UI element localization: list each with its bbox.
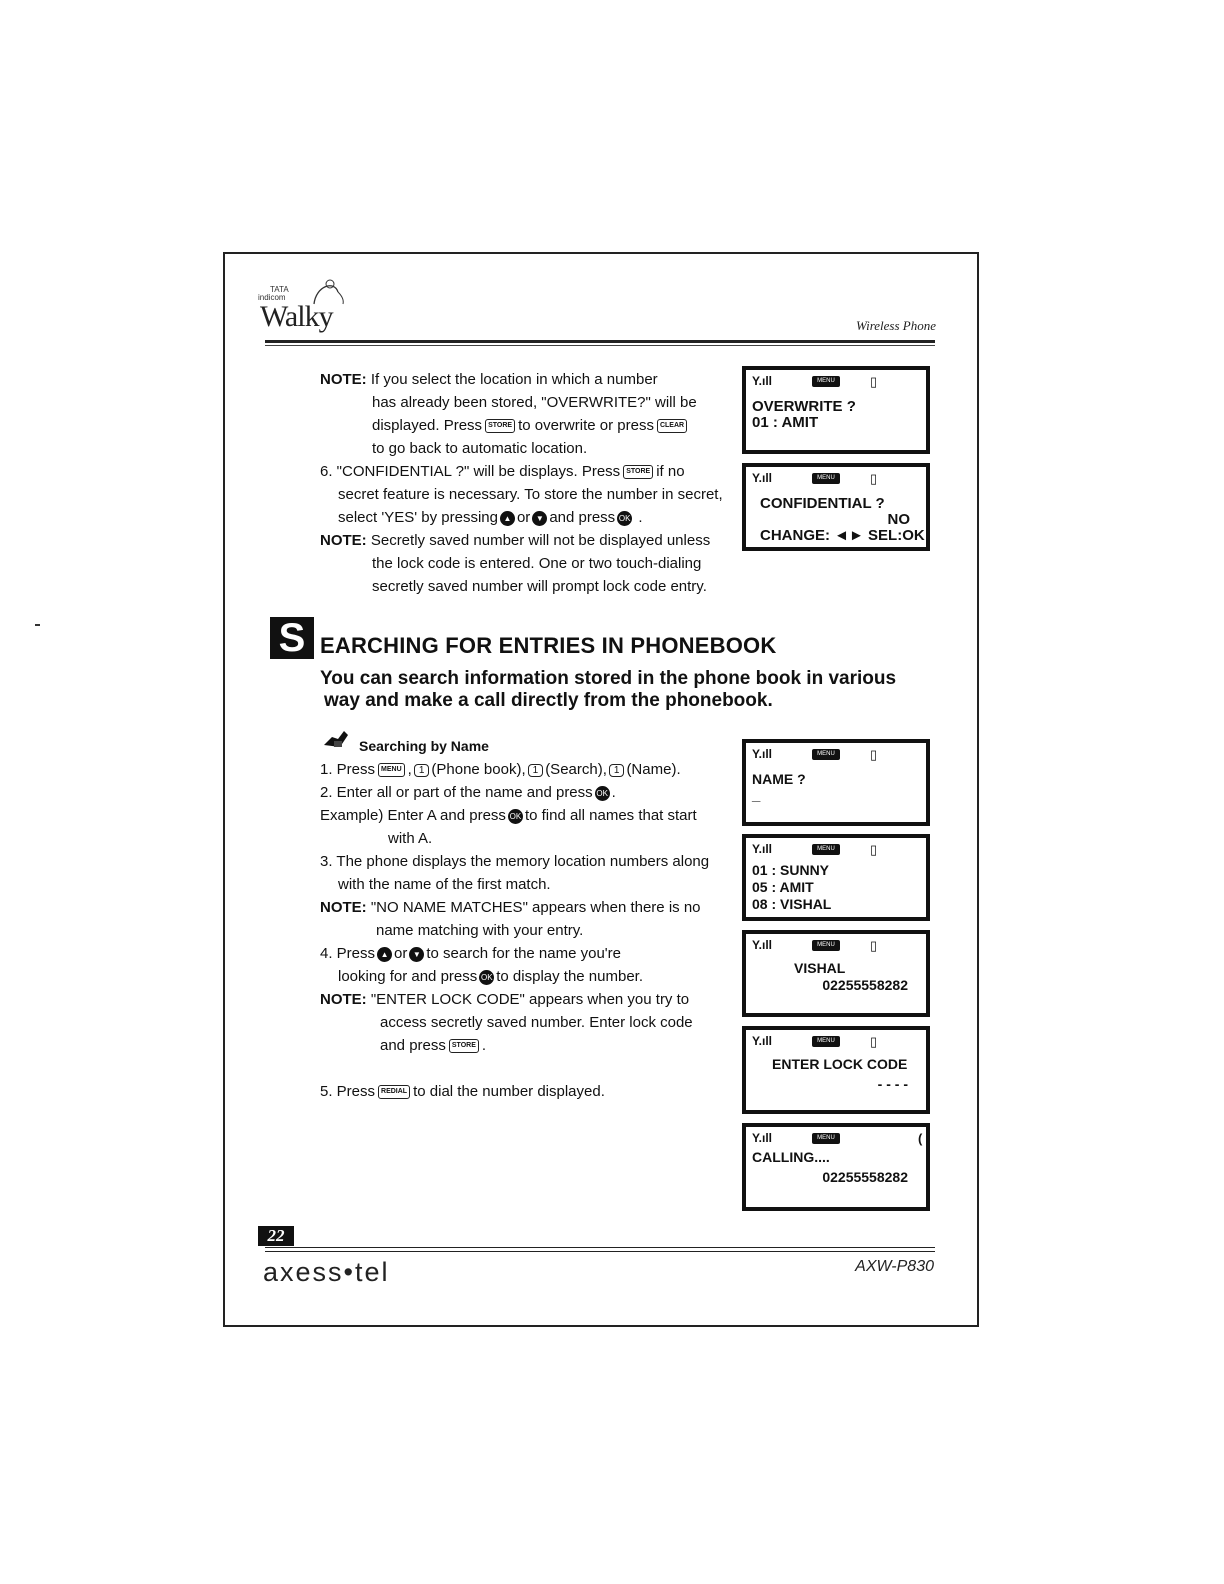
section-subtitle-line1: You can search information stored in the phone book in various bbox=[320, 668, 897, 689]
phonebook-icon: ▯ bbox=[870, 747, 878, 762]
menu-icon: MENU bbox=[812, 749, 840, 760]
note-nomatch-line2: name matching with your entry. bbox=[376, 922, 584, 939]
phonebook-icon: ▯ bbox=[870, 471, 878, 486]
lcd-line: 01 : SUNNY bbox=[752, 862, 830, 878]
note-overwrite-line4: to go back to automatic location. bbox=[372, 440, 588, 457]
lcd-line: CHANGE: ◄► SEL:OK bbox=[760, 527, 925, 544]
search-step1: 1. Press MENU , 1 (Phone book), 1 (Search), 1 (Name). bbox=[320, 761, 681, 778]
signal-icon: Y.ıll bbox=[752, 471, 773, 485]
lcd-screen-name bbox=[742, 739, 930, 826]
up-key-icon: ▲ bbox=[377, 947, 392, 962]
lcd-line: VISHAL bbox=[794, 960, 846, 976]
lcd-screen-calling bbox=[742, 1123, 930, 1211]
lcd-screen-matches bbox=[742, 834, 930, 921]
down-key-icon: ▼ bbox=[409, 947, 424, 962]
lcd-screen-confidential bbox=[742, 463, 930, 551]
ok-key-icon: OK bbox=[617, 511, 632, 526]
store-key-icon: STORE bbox=[623, 465, 653, 479]
step6-line2: secret feature is necessary. To store the number in secret, bbox=[338, 486, 723, 503]
one-key-icon: 1 bbox=[528, 764, 544, 777]
clear-key-icon: CLEAR bbox=[657, 419, 687, 433]
lcd-line: NAME ? bbox=[752, 771, 806, 787]
logo-indicom-text: indicom bbox=[258, 293, 286, 302]
menu-icon: MENU bbox=[812, 376, 840, 387]
note-overwrite-line3: displayed. Press STORE to overwrite or press CLEAR bbox=[372, 414, 690, 437]
lcd-line: _ bbox=[752, 787, 761, 804]
logo-tata-text: TATA bbox=[270, 285, 289, 294]
signal-icon: Y.ıll bbox=[752, 842, 773, 856]
lcd-screen-vishal bbox=[742, 930, 930, 1017]
walky-logo bbox=[258, 278, 368, 336]
header-rule-thin bbox=[265, 345, 935, 346]
handset-icon bbox=[322, 727, 350, 751]
menu-icon: MENU bbox=[812, 473, 840, 484]
header-title: Wireless Phone bbox=[855, 318, 936, 333]
note-lockcode-line2: access secretly saved number. Enter lock code bbox=[380, 1014, 693, 1031]
lcd-line: 05 : AMIT bbox=[752, 879, 814, 895]
search-step5: 5. Press REDIAL to dial the number displayed. bbox=[320, 1083, 605, 1100]
lcd-line: 02255558282 bbox=[822, 1169, 908, 1185]
search-step2: 2. Enter all or part of the name and press OK . bbox=[320, 784, 616, 801]
subheading-search-by-name: Searching by Name bbox=[359, 738, 489, 754]
signal-icon: Y.ıll bbox=[752, 938, 773, 952]
search-example-line1: Example) Enter A and press OK to find all names that start bbox=[320, 807, 697, 824]
lcd-line: CALLING.... bbox=[752, 1149, 830, 1165]
lcd-screen-overwrite bbox=[742, 366, 930, 454]
note-secret-line3: secretly saved number will prompt lock code entry. bbox=[372, 578, 707, 595]
lcd-line: 08 : VISHAL bbox=[752, 896, 832, 912]
search-example-line2: with A. bbox=[388, 830, 433, 847]
page-number: 22 bbox=[258, 1226, 294, 1246]
menu-icon: MENU bbox=[812, 940, 840, 951]
stray-mark bbox=[35, 624, 40, 626]
note-overwrite-line1: NOTE: If you select the location in which a number bbox=[320, 371, 658, 388]
menu-key-icon: MENU bbox=[378, 763, 405, 777]
signal-icon: Y.ıll bbox=[752, 1131, 773, 1145]
phonebook-icon: ▯ bbox=[870, 938, 878, 953]
lcd-line: - - - - bbox=[877, 1076, 908, 1092]
menu-icon: MENU bbox=[812, 844, 840, 855]
handset-call-icon: ( bbox=[918, 1131, 923, 1146]
logo-walky-text: Walky bbox=[260, 300, 333, 333]
section-title: EARCHING FOR ENTRIES IN PHONEBOOK bbox=[320, 633, 777, 658]
note-secret-line1: NOTE: Secretly saved number will not be displayed unless bbox=[320, 532, 711, 549]
note-nomatch-line1: NOTE: "NO NAME MATCHES" appears when there is no bbox=[320, 899, 701, 916]
down-key-icon: ▼ bbox=[532, 511, 547, 526]
lcd-line: OVERWRITE ? bbox=[752, 398, 856, 415]
phonebook-icon: ▯ bbox=[870, 842, 878, 857]
menu-icon: MENU bbox=[812, 1133, 840, 1144]
search-step4-line2: looking for and press OK to display the number. bbox=[338, 968, 644, 985]
note-lockcode-line3: and press STORE . bbox=[380, 1037, 487, 1054]
search-step4-line1: 4. Press ▲ or ▼ to search for the name you're bbox=[320, 945, 622, 962]
phonebook-icon: ▯ bbox=[870, 374, 878, 389]
section-subtitle-line2: way and make a call directly from the phonebook. bbox=[324, 690, 773, 711]
note-overwrite-line2: has already been stored, "OVERWRITE?" will be bbox=[372, 394, 697, 411]
lcd-line: 01 : AMIT bbox=[752, 414, 819, 431]
step6-line1: 6. "CONFIDENTIAL ?" will be displays. Press STORE if no bbox=[320, 463, 685, 480]
lcd-screen-lockcode bbox=[742, 1026, 930, 1114]
ok-key-icon: OK bbox=[479, 970, 494, 985]
store-key-icon: STORE bbox=[485, 419, 515, 433]
one-key-icon: 1 bbox=[609, 764, 625, 777]
signal-icon: Y.ıll bbox=[752, 374, 773, 388]
phonebook-icon: ▯ bbox=[870, 1034, 878, 1049]
note-secret-line2: the lock code is entered. One or two touch-dialing bbox=[372, 555, 702, 572]
lcd-line: CONFIDENTIAL ? bbox=[760, 495, 885, 512]
lcd-line: 02255558282 bbox=[822, 977, 908, 993]
redial-key-icon: REDIAL bbox=[378, 1085, 410, 1099]
footer-rule-thin bbox=[265, 1251, 935, 1252]
store-key-icon: STORE bbox=[449, 1039, 479, 1053]
ok-key-icon: OK bbox=[595, 786, 610, 801]
lcd-line: NO bbox=[887, 511, 910, 528]
note-lockcode-line1: NOTE: "ENTER LOCK CODE" appears when you try to bbox=[320, 991, 690, 1008]
step6-line3: select 'YES' by pressing ▲ or ▼ and press OK . bbox=[338, 509, 643, 526]
search-step3-line2: with the name of the first match. bbox=[338, 876, 551, 893]
brand-logo: axess•tel bbox=[263, 1257, 390, 1287]
lcd-line: ENTER LOCK CODE bbox=[772, 1056, 908, 1072]
header-rule bbox=[265, 340, 935, 343]
section-subtitle bbox=[320, 668, 896, 712]
menu-icon: MENU bbox=[812, 1036, 840, 1047]
signal-icon: Y.ıll bbox=[752, 1034, 773, 1048]
section-initial: S bbox=[270, 617, 314, 659]
signal-icon: Y.ıll bbox=[752, 747, 773, 761]
model-number: AXW-P830 bbox=[855, 1258, 934, 1275]
search-step3-line1: 3. The phone displays the memory location numbers along bbox=[320, 853, 710, 870]
one-key-icon: 1 bbox=[414, 764, 430, 777]
footer-rule bbox=[265, 1247, 935, 1248]
up-key-icon: ▲ bbox=[500, 511, 515, 526]
ok-key-icon: OK bbox=[508, 809, 523, 824]
